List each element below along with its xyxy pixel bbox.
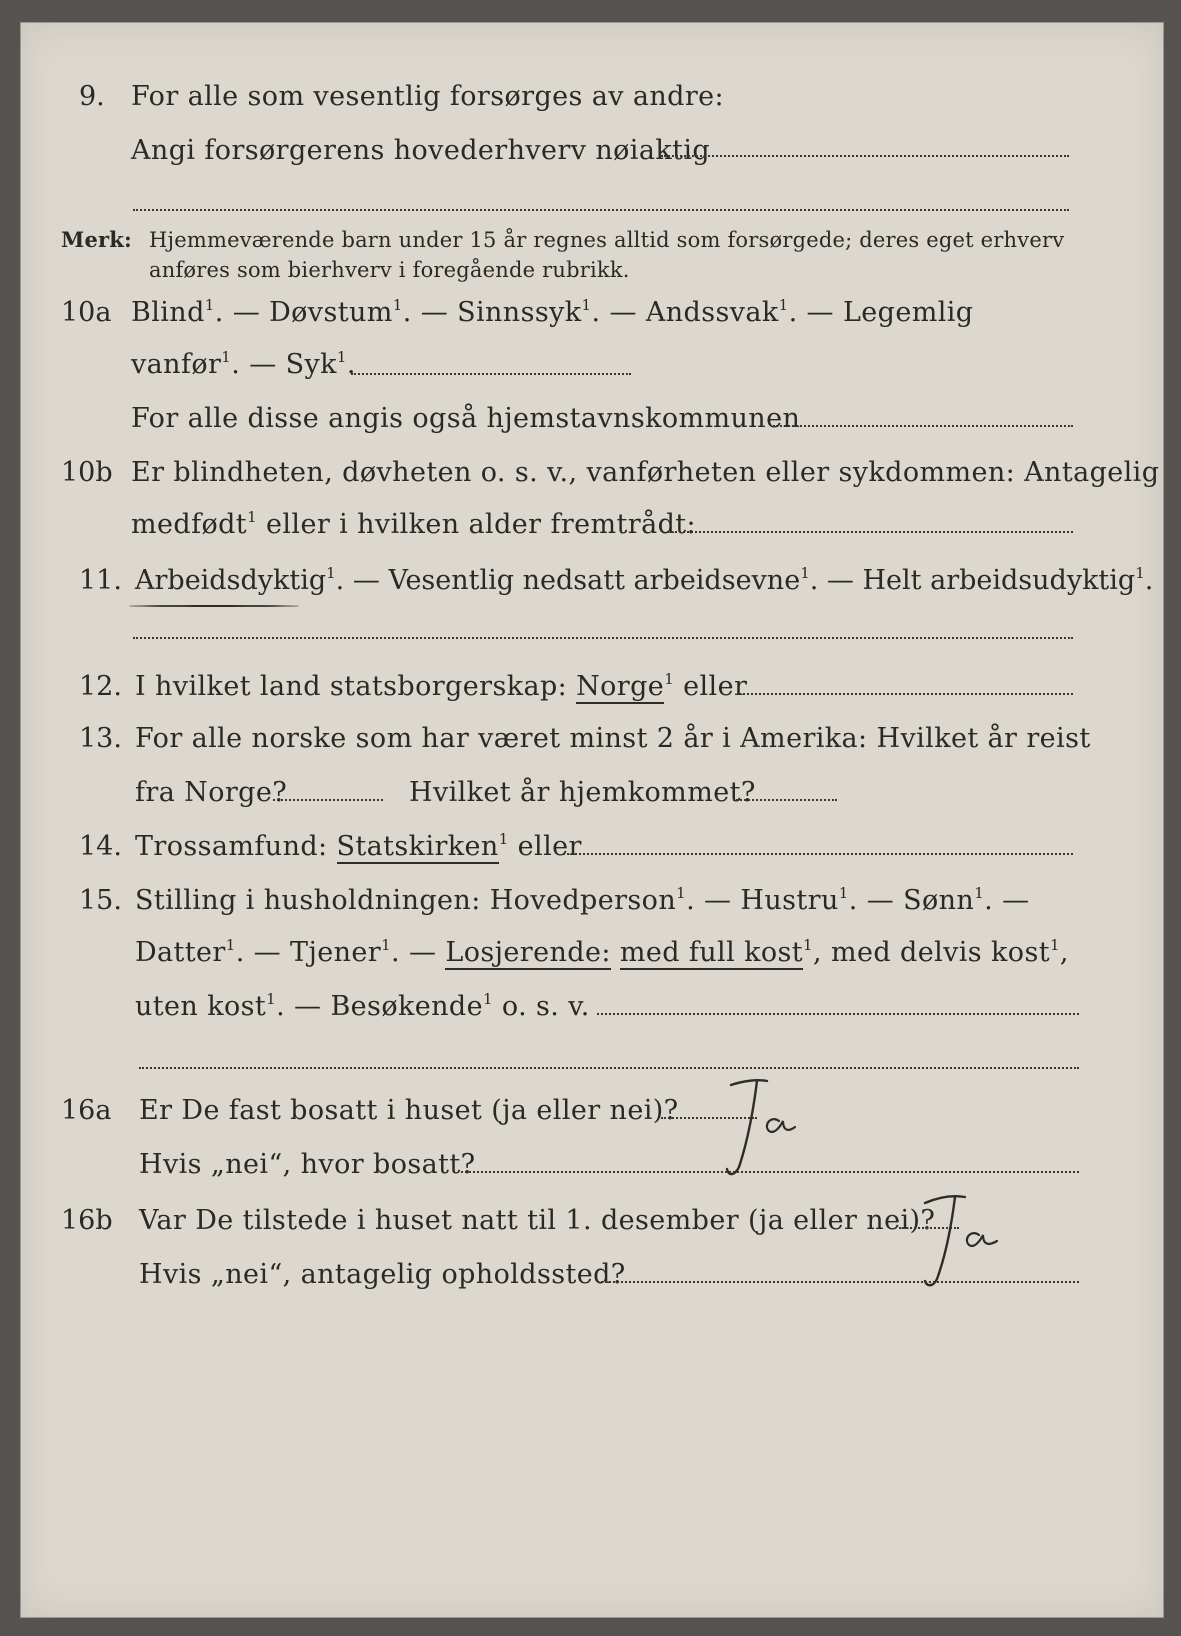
note-line2: anføres som bierhverv i foregående rubrikk. bbox=[149, 258, 630, 282]
opt-tjener[interactable]: Tjener bbox=[290, 937, 382, 968]
q10b-line2 bbox=[131, 509, 696, 541]
q13-hjemkommet-line[interactable] bbox=[733, 799, 837, 801]
q16b-line1: Var De tilstede i huset natt til 1. desember (ja eller nei)? bbox=[139, 1205, 936, 1236]
q13-number: 13. bbox=[79, 723, 122, 754]
q15-answer-line[interactable] bbox=[597, 1013, 1079, 1015]
q13-line2a: fra Norge? bbox=[135, 777, 288, 808]
period: . bbox=[346, 349, 356, 380]
footnote-mark: 1 bbox=[326, 564, 336, 582]
q14-number: 14. bbox=[79, 831, 122, 862]
opt-dovstum[interactable]: Døvstum bbox=[269, 297, 393, 328]
q9-answer-line[interactable] bbox=[661, 155, 1069, 157]
q13-line1: For alle norske som har været minst 2 år i Amerika: Hvilket år reist bbox=[135, 723, 1091, 754]
q12-text: I hvilket land statsborgerskap: bbox=[135, 671, 568, 702]
period: . bbox=[591, 297, 601, 328]
period: . bbox=[231, 349, 241, 380]
footnote-mark: 1 bbox=[581, 296, 592, 314]
answer-text-16b: Ja bbox=[901, 1187, 902, 1188]
dash: — bbox=[249, 349, 277, 380]
note-label: Merk: bbox=[61, 227, 132, 252]
q16a-number: 16a bbox=[61, 1095, 112, 1126]
period: . bbox=[848, 885, 858, 916]
opt-sinnssyk[interactable]: Sinnssyk bbox=[457, 297, 582, 328]
q12-eller: eller bbox=[683, 671, 748, 702]
q16a-line2: Hvis „nei“, hvor bosatt? bbox=[139, 1149, 476, 1180]
opt-besokende[interactable]: Besøkende bbox=[330, 991, 483, 1022]
opt-vanfor[interactable]: vanfør bbox=[131, 349, 222, 380]
q11-line bbox=[135, 565, 1153, 597]
q10b-answer-line[interactable] bbox=[667, 531, 1073, 533]
dash: — bbox=[704, 885, 732, 916]
dash: — bbox=[232, 297, 261, 328]
footnote-mark: 1 bbox=[204, 296, 215, 314]
period: . bbox=[984, 885, 994, 916]
footnote-mark: 1 bbox=[392, 296, 403, 314]
opt-losjerende[interactable]: Losjerende: bbox=[445, 937, 611, 968]
answer-text-16a: Ja bbox=[709, 1073, 710, 1074]
opt-statskirken[interactable]: Statskirken bbox=[336, 831, 499, 862]
dash: — bbox=[294, 991, 322, 1022]
q10b-number: 10b bbox=[61, 457, 113, 488]
opt-legemlig[interactable]: Legemlig bbox=[842, 297, 974, 328]
footnote-mark: 1 bbox=[225, 936, 236, 954]
q12-number: 12. bbox=[79, 671, 122, 702]
period: . bbox=[809, 565, 819, 596]
q10b-line2-rest: eller i hvilken alder fremtrådt: bbox=[266, 509, 697, 540]
q9-line2: Angi forsørgerens hovederhverv nøiaktig bbox=[131, 135, 711, 166]
q14-answer-line[interactable] bbox=[563, 853, 1073, 855]
dash: — bbox=[826, 565, 854, 596]
footnote-mark: 1 bbox=[482, 990, 493, 1008]
q15-line3 bbox=[135, 991, 590, 1023]
dash: — bbox=[409, 937, 437, 968]
q10a-line3: For alle disse angis også hjemstavnskommunen bbox=[131, 403, 801, 434]
q12-line bbox=[135, 671, 747, 703]
q15-line1 bbox=[135, 885, 1030, 917]
period: . bbox=[402, 297, 412, 328]
dash: — bbox=[866, 885, 895, 916]
q13-reist-line[interactable] bbox=[273, 799, 383, 801]
q15-text: Stilling i husholdningen: bbox=[135, 885, 481, 916]
period: . bbox=[235, 937, 245, 968]
opt-nedsatt[interactable]: Vesentlig nedsatt arbeidsevne bbox=[388, 565, 801, 596]
dash: — bbox=[420, 297, 449, 328]
q15-answer-line-2[interactable] bbox=[139, 1067, 1079, 1069]
q14-line bbox=[135, 831, 582, 863]
q11-number: 11. bbox=[79, 565, 122, 596]
q11-answer-line[interactable] bbox=[133, 637, 1073, 639]
opt-hovedperson[interactable]: Hovedperson bbox=[489, 885, 677, 916]
note-line1: Hjemmeværende barn under 15 år regnes alltid som forsørgede; deres eget erhverv bbox=[149, 228, 1065, 252]
q16b-sted-line[interactable] bbox=[601, 1281, 1079, 1283]
opt-datter[interactable]: Datter bbox=[135, 937, 226, 968]
q10a-number: 10a bbox=[61, 297, 112, 328]
q16a-line1: Er De fast bosatt i huset (ja eller nei)? bbox=[139, 1095, 679, 1126]
q14-eller: eller bbox=[517, 831, 582, 862]
dash: — bbox=[609, 297, 637, 328]
dash: — bbox=[1002, 885, 1030, 916]
q16a-bosatt-line[interactable] bbox=[461, 1171, 1079, 1173]
q10a-line1 bbox=[131, 297, 973, 329]
q9-line1: For alle som vesentlig forsørges av andre: bbox=[131, 81, 725, 112]
dash: — bbox=[806, 297, 834, 328]
q16b-line2: Hvis „nei“, antagelig opholdssted? bbox=[139, 1259, 626, 1290]
footnote-mark: 1 bbox=[498, 830, 509, 848]
q16b-number: 16b bbox=[61, 1205, 113, 1236]
opt-medfodt[interactable]: medfødt bbox=[131, 509, 248, 540]
opt-syk[interactable]: Syk bbox=[285, 349, 337, 380]
opt-med-full-kost[interactable]: med full kost bbox=[619, 937, 804, 968]
dash: — bbox=[352, 565, 380, 596]
handwritten-answer-ja-16a bbox=[709, 1073, 819, 1183]
opt-med-delvis-kost[interactable]: med delvis kost bbox=[830, 937, 1050, 968]
footnote-mark: 1 bbox=[247, 508, 258, 526]
q10b-line1: Er blindheten, døvheten o. s. v., vanførheten eller sykdommen: Antagelig bbox=[131, 457, 1160, 488]
footnote-mark: 1 bbox=[336, 348, 347, 366]
opt-uten-kost[interactable]: uten kost bbox=[135, 991, 267, 1022]
footnote-mark: 1 bbox=[266, 990, 277, 1008]
opt-arbeidsdyktig[interactable]: Arbeidsdyktig bbox=[135, 565, 327, 596]
handwritten-underline-arbeidsdyktig bbox=[129, 605, 299, 607]
footnote-mark: 1 bbox=[1135, 564, 1145, 582]
opt-sonn[interactable]: Sønn bbox=[903, 885, 975, 916]
period: . bbox=[335, 565, 345, 596]
period: . bbox=[1144, 565, 1154, 596]
dash: — bbox=[253, 937, 282, 968]
q15-number: 15. bbox=[79, 885, 122, 916]
period: . bbox=[686, 885, 696, 916]
footnote-mark: 1 bbox=[974, 884, 985, 902]
footnote-mark: 1 bbox=[664, 670, 675, 688]
footnote-mark: 1 bbox=[221, 348, 232, 366]
opt-udyktig[interactable]: Helt arbeidsudyktig bbox=[862, 565, 1136, 596]
footnote-mark: 1 bbox=[381, 936, 392, 954]
q14-text: Trossamfund: bbox=[135, 831, 328, 862]
q15-line2: Datter$^1$. — Tjener$^1$. — Losjerende: med full kost$^1$, med delvis kost$^1$, bbox=[135, 936, 1069, 968]
period: . bbox=[276, 991, 286, 1022]
footnote-mark: 1 bbox=[676, 884, 687, 902]
footnote-mark: 1 bbox=[800, 564, 810, 582]
q12-answer-line[interactable] bbox=[739, 693, 1073, 695]
footnote-mark: 1 bbox=[803, 936, 813, 954]
opt-andssvak[interactable]: Andssvak bbox=[645, 297, 779, 328]
q10a-kommune-line[interactable] bbox=[773, 425, 1073, 427]
footnote-mark: 1 bbox=[1049, 936, 1060, 954]
period: . bbox=[788, 297, 798, 328]
opt-norge[interactable]: Norge bbox=[576, 671, 665, 702]
footnote-mark: 1 bbox=[778, 296, 789, 314]
period: . bbox=[214, 297, 224, 328]
q13-line2b: Hvilket år hjemkommet? bbox=[409, 777, 756, 808]
q10a-line2 bbox=[131, 349, 356, 381]
footnote-mark: 1 bbox=[838, 884, 849, 902]
q9-number: 9. bbox=[79, 81, 105, 112]
opt-blind[interactable]: Blind bbox=[131, 297, 205, 328]
period: . bbox=[391, 937, 401, 968]
q15-osv: o. s. v. bbox=[501, 991, 590, 1022]
census-form-page bbox=[20, 22, 1164, 1618]
opt-hustru[interactable]: Hustru bbox=[740, 885, 839, 916]
q9-answer-line-2[interactable] bbox=[133, 209, 1069, 211]
q10a-answer-line[interactable] bbox=[351, 373, 631, 375]
